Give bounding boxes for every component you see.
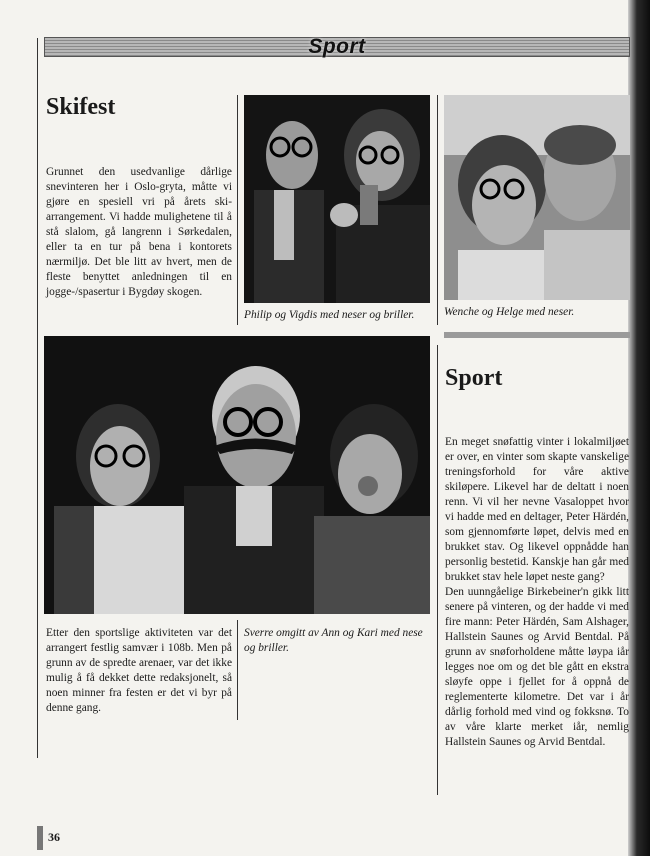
photo-sverre-ann-kari-caption: Sverre omgitt av Ann og Kari med nese og briller. [244, 627, 423, 654]
sport-paragraph-1-text: En meget snøfattig vinter i lokalmiljøet er over, en vinter som skapte vanskelige treningsforhold for våre aktive skiløpere. Likevel har de deltatt i noen renn. Vi vil her nevne Vasaloppet hvor vi hadde med en deltager, Peter Härdén, som gjennomførte løpet, delvis med en brukket stav. Og likevel oppnådde han personlig bestetid. Kanskje han går med brukket stav hele løpet neste gang? [445, 436, 629, 583]
section-divider-bar [444, 332, 630, 338]
photo-philip-vigdis [244, 95, 430, 303]
column-rule-2 [437, 95, 438, 325]
skifest-paragraph-1 [46, 165, 232, 300]
skifest-paragraph-1-text: Grunnet den usedvanlige dårlige snevinteren her i Oslo-gryta, måtte vi gjøre en spesiell vri på årets ski-arrangement. Vi hadde mulighetene til å stå slalom, gå langrenn i Sørkedalen, eller ta en tur på bena i kontorets nærmiljø. Det ble litt av hvert, men de fleste benyttet anledningen til en jogge-/spasertur i Bygdøy skogen. [46, 166, 232, 298]
photo-wenche-helge-image [444, 95, 630, 300]
photo-philip-vigdis-image [244, 95, 430, 303]
sport-paragraph-2-text: Den uunngåelige Birkebeiner'n gikk litt senere på vinteren, og der hadde vi med fire mann: Peter Härdén, Sam Alshager, Hallstein Saunes og Arvid Bentdal. På grunn av snøforholdene måtte løypa iår legges noe om og det ble gått en ekstra sløyfe oppe i fjellet for å oppnå de reglementerte kilometre. Det var i år dårlig forhold med vind og fokksnø. To av våre klarte merket iår, nemlig Hallstein Saunes og Arvid Bentdal. [445, 586, 629, 748]
skifest-heading: Skifest [46, 94, 116, 120]
column-rule-3 [237, 620, 238, 720]
section-title [45, 35, 629, 59]
sport-body [445, 435, 629, 750]
skifest-paragraph-2 [46, 626, 232, 716]
column-rule-1 [237, 95, 238, 325]
photo-sverre-ann-kari [44, 336, 430, 614]
photo-wenche-helge [444, 95, 630, 300]
photo-wenche-helge-caption: Wenche og Helge med neser. [444, 306, 575, 318]
photo-philip-vigdis-caption: Philip og Vigdis med neser og briller. [244, 309, 415, 321]
section-title-text: Sport [308, 35, 366, 58]
column-rule-4 [437, 345, 438, 795]
page-tab-marker [37, 826, 43, 850]
left-margin-rule [37, 38, 38, 758]
book-spine [628, 0, 650, 856]
page-number: 36 [48, 830, 60, 844]
photo-sverre-ann-kari-image [44, 336, 430, 614]
skifest-paragraph-2-text: Etter den sportslige aktiviteten var det arrangert festlig samvær i 108b. Men på grunn av de spredte arenaer, var det ikke mulig å få dekket dette redaksjonelt, så noen minner fra festen er det vi byr på denne gang. [46, 627, 232, 714]
section-banner [44, 37, 630, 57]
sport-heading: Sport [445, 365, 503, 391]
